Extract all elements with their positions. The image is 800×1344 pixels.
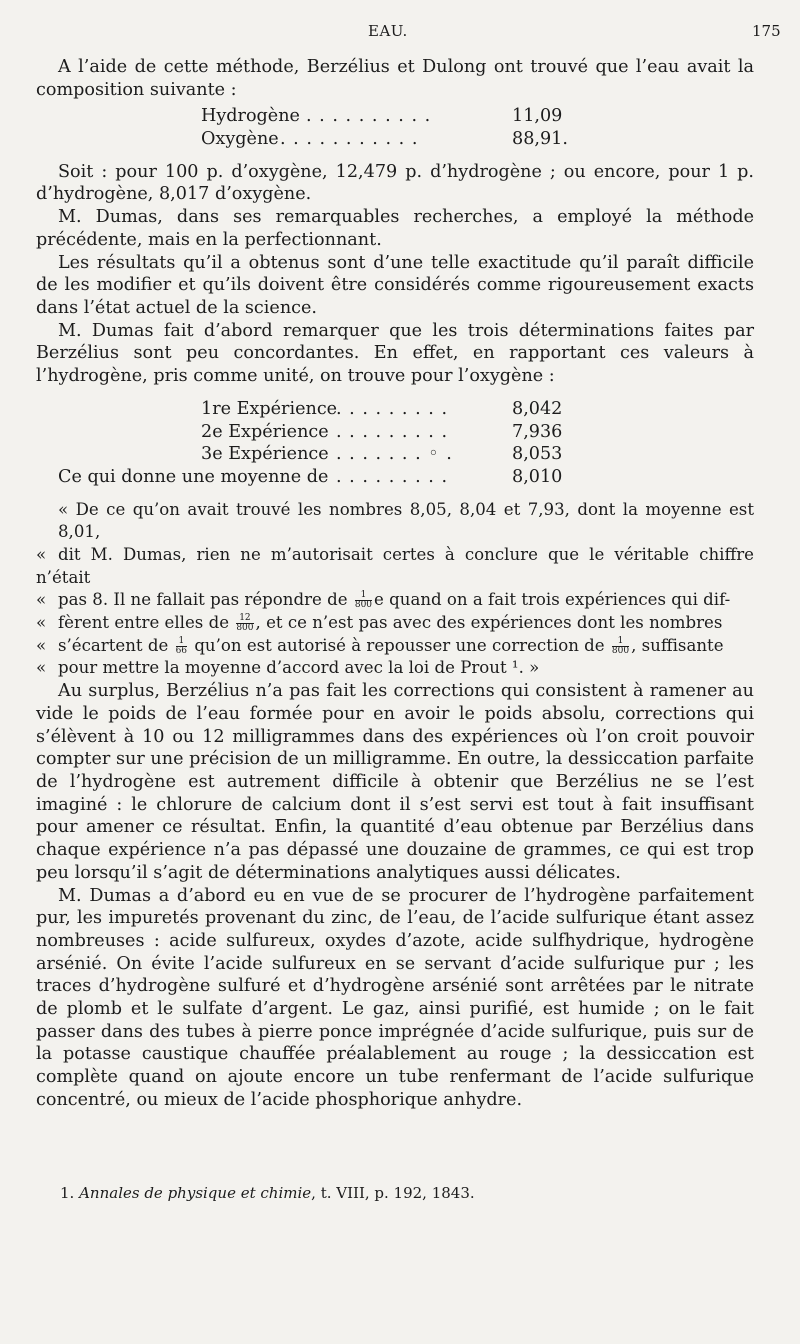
fraction: $\frac{1}{66}$ <box>175 635 188 656</box>
quote-line <box>36 657 754 680</box>
paragraph-5: M. Dumas fait d’abord remarquer que les trois déterminations faites par Berzélius sont peu concordantes. En effet, en rapportant ces valeurs à l’hydrogène, pris comme unité, on trouve pour l’oxygène : <box>36 320 754 387</box>
quote-text: dit M. Dumas, rien ne m’autorisait certes à conclure que le véritable chiffre n’était <box>36 544 754 587</box>
quote-mark: « <box>36 544 47 564</box>
fraction: $\frac{1}{800}$ <box>354 590 373 611</box>
leader-dots: . . . . . . . . . <box>336 398 449 419</box>
quote-mark: « <box>36 590 47 610</box>
quote-text: s’écartent de <box>58 635 169 655</box>
experiments-table <box>36 398 754 489</box>
quote-line <box>36 544 754 589</box>
paragraph-3: M. Dumas, dans ses remarquables recherches, a employé la méthode précédente, mais en la perfectionnant. <box>36 207 754 250</box>
quote-line <box>36 612 754 635</box>
quote-text: De ce qu’on avait trouvé les nombres 8,05, 8,04 et 7,93, dont la moyenne est 8,01, <box>58 499 754 542</box>
experiment-value: 7,936 <box>512 421 563 442</box>
quote-text: pas 8. Il ne fallait pas répondre de <box>58 590 348 610</box>
footnote-reference: , t. VIII, p. 192, 1843. <box>311 1184 475 1202</box>
dumas-quote <box>36 499 754 681</box>
body-text <box>36 56 754 1112</box>
quote-mark: « <box>36 658 47 678</box>
quote-text: pour mettre la moyenne d’accord avec la loi de Prout ¹. » <box>58 658 540 678</box>
experiment-label: Ce qui donne une moyenne de <box>58 466 329 487</box>
quote-mark: « <box>36 635 47 655</box>
footnote-mark: 1. <box>60 1184 75 1202</box>
footnote-journal-title: Annales de physique et chimie <box>79 1184 312 1202</box>
composition-row-oxygen <box>36 128 754 151</box>
running-title: EAU. <box>368 22 408 40</box>
composition-label: Oxygène <box>201 129 279 150</box>
running-header <box>0 22 800 42</box>
paragraph-7: M. Dumas a d’abord eu en vue de se procurer de l’hydrogène parfaitement pur, les impuretés provenant du zinc, de l’eau, de l’acide sulfurique étant assez nombreuses : acide sulfureux, oxydes d’azote, acide sulfhydrique, hydrogène arsénié. On évite l’acide sulfureux en se servant d’acide sulfurique pur ; les traces d’hydrogène sulfuré et d’hydrogène arsénié sont arrêtées par le nitrate de plomb et le sulfate d’argent. Le gaz, ainsi purifié, est humide ; on le fait passer dans des tubes à pierre ponce imprégnée d’acide sulfurique, puis sur de la potasse caustique chauffée préalablement au rouge ; la dessiccation est complète quand on ajoute encore un tube renfermant de l’acide sulfurique concentré, ou mieux de l’acide phosphorique anhydre. <box>36 885 754 1110</box>
composition-value: 11,09 <box>512 106 563 127</box>
experiment-label: 3e Expérience <box>201 444 329 465</box>
experiment-value: 8,010 <box>512 466 563 487</box>
quote-text: fèrent entre elles de <box>58 613 230 633</box>
leader-dots: . . . . . . . . . . . <box>280 129 419 150</box>
quote-text: , suffisante <box>631 635 724 655</box>
leader-dots: . . . . . . . . . . <box>306 106 432 127</box>
experiment-value: 8,042 <box>512 398 563 419</box>
quote-text: , et ce n’est pas avec des expériences dont les nombres <box>255 613 723 633</box>
quote-mark: « <box>36 613 47 633</box>
leader-dots: . . . . . . . ◦ . <box>336 444 453 465</box>
quote-open-mark: « <box>58 499 69 519</box>
composition-label: Hydrogène <box>201 106 300 127</box>
paragraph-1: A l’aide de cette méthode, Berzélius et Dulong ont trouvé que l’eau avait la composition suivante : <box>36 57 754 100</box>
quote-text: qu’on est autorisé à repousser une correction de <box>194 635 605 655</box>
experiment-value: 8,053 <box>512 444 563 465</box>
page-number: 175 <box>752 22 781 40</box>
fraction: $\frac{1}{800}$ <box>611 635 630 656</box>
experiment-row <box>36 443 754 466</box>
experiment-row <box>36 421 754 444</box>
paragraph-4: Les résultats qu’il a obtenus sont d’une telle exactitude qu’il paraît difficile de les modifier et qu’ils doivent être considérés comme rigoureusement exacts dans l’état actuel de la science. <box>36 252 754 318</box>
quote-line <box>36 635 754 658</box>
composition-value: 88,91. <box>512 129 568 150</box>
composition-row-hydrogen <box>36 105 754 128</box>
experiment-row <box>36 398 754 421</box>
composition-table <box>36 105 754 150</box>
leader-dots: . . . . . . . . . <box>336 466 449 487</box>
quote-line <box>36 499 754 544</box>
experiment-label: 1re Expérience <box>201 398 338 419</box>
fraction: $\frac{12}{800}$ <box>236 613 254 634</box>
paragraph-6: Au surplus, Berzélius n’a pas fait les corrections qui consistent à ramener au vide le poids de l’eau formée pour en avoir le poids absolu, corrections qui s’élèvent à 10 ou 12 milligrammes dans des expériences où l’on croit pouvoir compter sur une précision de un milligramme. En outre, la dessiccation parfaite de l’hydrogène est autrement difficile à obtenir que Berzélius ne se l’est imaginé : le chlorure de calcium dont il s’est servi est tout à fait insuffisant pour amener ce résultat. Enfin, la quantité d’eau obtenue par Berzélius dans chaque expérience n’a pas dépassé une douzaine de grammes, ce qui est trop peu lorsqu’il s’agit de déterminations analytiques aussi délicates. <box>36 681 754 883</box>
quote-line <box>36 589 754 612</box>
quote-text: e quand on a fait trois expériences qui dif- <box>374 590 731 610</box>
experiment-mean-row <box>36 466 754 489</box>
leader-dots: . . . . . . . . . <box>336 421 449 442</box>
paragraph-2: Soit : pour 100 p. d’oxygène, 12,479 p. d’hydrogène ; ou encore, pour 1 p. d’hydrogène, 8,017 d’oxygène. <box>36 161 754 205</box>
footnote <box>60 1184 475 1202</box>
experiment-label: 2e Expérience <box>201 421 329 442</box>
